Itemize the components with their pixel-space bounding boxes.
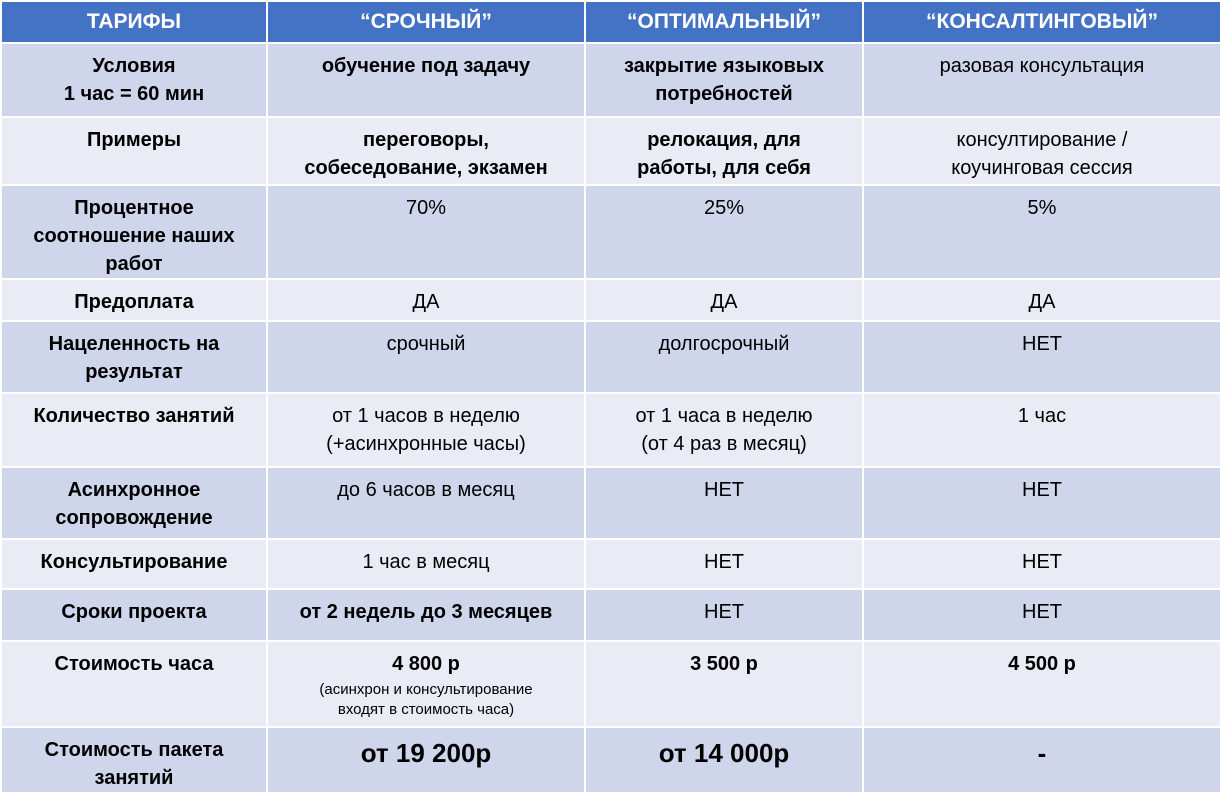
note-line: (асинхрон и консультирование <box>319 681 533 698</box>
row-label <box>1 117 267 185</box>
cell-text: ДА <box>1028 291 1056 313</box>
cell-text: 70% <box>405 197 447 219</box>
row-label <box>1 589 267 641</box>
cell-text: (+асинхронные часы) <box>326 433 526 455</box>
cell-text: ДА <box>710 291 738 313</box>
label-line: Предоплата <box>74 291 194 313</box>
cell-text: 25% <box>703 197 745 219</box>
cell-consulting <box>863 185 1220 279</box>
label-line: Консультирование <box>40 551 228 573</box>
label-line: 1 час = 60 мин <box>63 83 205 105</box>
package-price: - <box>1037 738 1047 768</box>
cell-consulting <box>863 589 1220 641</box>
cell-optimal <box>585 393 863 467</box>
label-line: сопровождение <box>55 507 213 529</box>
cell-urgent <box>267 539 585 589</box>
cell-optimal <box>585 43 863 117</box>
cell-consulting <box>863 467 1220 539</box>
row-package-price <box>1 727 1220 793</box>
cell-text: обучение под задачу <box>321 55 531 77</box>
cell-optimal <box>585 641 863 727</box>
cell-consulting <box>863 279 1220 321</box>
label-line: занятий <box>94 767 174 789</box>
row-hour-price <box>1 641 1220 727</box>
label-line: результат <box>85 361 183 383</box>
price-note <box>278 680 574 720</box>
cell-text: 1 час в месяц <box>362 551 490 573</box>
cell-urgent <box>267 393 585 467</box>
cell-text: коучинговая сессия <box>951 157 1133 179</box>
cell-optimal <box>585 727 863 793</box>
package-price: от 14 000р <box>658 738 790 768</box>
label-line: соотношение наших <box>33 225 235 247</box>
cell-optimal <box>585 321 863 393</box>
cell-text: потребностей <box>655 83 793 105</box>
label-line: Стоимость часа <box>54 653 214 675</box>
cell-optimal <box>585 185 863 279</box>
price-text: 4 800 р <box>392 653 460 675</box>
cell-urgent <box>267 589 585 641</box>
cell-text: НЕТ <box>1022 479 1062 501</box>
cell-consulting <box>863 641 1220 727</box>
price-text: 3 500 р <box>690 653 758 675</box>
row-label <box>1 467 267 539</box>
label-line: Асинхронное <box>67 479 201 501</box>
header-optimal: “ОПТИМАЛЬНЫЙ” <box>585 1 863 43</box>
row-label <box>1 727 267 793</box>
cell-text: до 6 часов в месяц <box>337 479 515 501</box>
cell-optimal <box>585 279 863 321</box>
row-prepayment <box>1 279 1220 321</box>
row-label <box>1 539 267 589</box>
row-label <box>1 393 267 467</box>
row-project-terms <box>1 589 1220 641</box>
cell-text: ДА <box>412 291 440 313</box>
label-line: работ <box>105 253 163 275</box>
cell-text: переговоры, <box>363 129 489 151</box>
row-label <box>1 43 267 117</box>
cell-urgent <box>267 185 585 279</box>
header-urgent: “СРОЧНЫЙ” <box>267 1 585 43</box>
cell-text: релокация, для <box>647 129 801 151</box>
cell-text: от 1 часов в неделю <box>332 405 520 427</box>
note-line: входят в стоимость часа) <box>337 701 515 718</box>
cell-text: НЕТ <box>704 601 744 623</box>
cell-urgent <box>267 117 585 185</box>
cell-text: консултирование / <box>956 129 1128 151</box>
cell-consulting <box>863 43 1220 117</box>
cell-text: НЕТ <box>1022 551 1062 573</box>
cell-urgent <box>267 641 585 727</box>
row-label <box>1 279 267 321</box>
cell-text: 5% <box>1027 197 1057 219</box>
cell-text: 1 час <box>1017 405 1067 427</box>
cell-urgent <box>267 467 585 539</box>
price-text: 4 500 р <box>1008 653 1076 675</box>
label-line: Примеры <box>86 129 182 151</box>
cell-text: (от 4 раз в месяц) <box>641 433 807 455</box>
cell-text: закрытие языковых <box>623 55 825 77</box>
cell-text: от 1 часа в неделю <box>635 405 813 427</box>
cell-text: НЕТ <box>1022 333 1062 355</box>
header-row <box>1 1 1220 43</box>
cell-consulting <box>863 539 1220 589</box>
row-consulting <box>1 539 1220 589</box>
label-line: Сроки проекта <box>61 601 207 623</box>
cell-text: разовая консультация <box>939 55 1145 77</box>
cell-optimal <box>585 589 863 641</box>
row-async-support <box>1 467 1220 539</box>
cell-urgent <box>267 43 585 117</box>
header-consulting: “КОНСАЛТИНГОВЫЙ” <box>863 1 1220 43</box>
row-examples <box>1 117 1220 185</box>
label-line: Стоимость пакета <box>44 739 224 761</box>
label-line: Условия <box>92 55 176 77</box>
row-result-focus <box>1 321 1220 393</box>
cell-text: работы, для себя <box>637 157 811 179</box>
row-label <box>1 185 267 279</box>
package-price: от 19 200р <box>360 738 492 768</box>
row-conditions <box>1 43 1220 117</box>
cell-urgent <box>267 321 585 393</box>
label-line: Процентное <box>74 197 194 219</box>
cell-consulting <box>863 727 1220 793</box>
cell-consulting <box>863 321 1220 393</box>
cell-consulting <box>863 393 1220 467</box>
cell-urgent <box>267 279 585 321</box>
row-label <box>1 321 267 393</box>
cell-consulting <box>863 117 1220 185</box>
row-percentage <box>1 185 1220 279</box>
cell-optimal <box>585 539 863 589</box>
cell-text: собеседование, экзамен <box>304 157 548 179</box>
cell-urgent <box>267 727 585 793</box>
header-tariffs: ТАРИФЫ <box>1 1 267 43</box>
cell-text: долгосрочный <box>658 333 790 355</box>
label-line: Нацеленность на <box>48 333 220 355</box>
cell-text: НЕТ <box>1022 601 1062 623</box>
cell-text: НЕТ <box>704 479 744 501</box>
cell-text: НЕТ <box>704 551 744 573</box>
cell-optimal <box>585 467 863 539</box>
cell-optimal <box>585 117 863 185</box>
cell-text: срочный <box>386 333 466 355</box>
row-label <box>1 641 267 727</box>
label-line: Количество занятий <box>33 405 235 427</box>
row-lesson-count <box>1 393 1220 467</box>
cell-text: от 2 недель до 3 месяцев <box>299 601 553 623</box>
